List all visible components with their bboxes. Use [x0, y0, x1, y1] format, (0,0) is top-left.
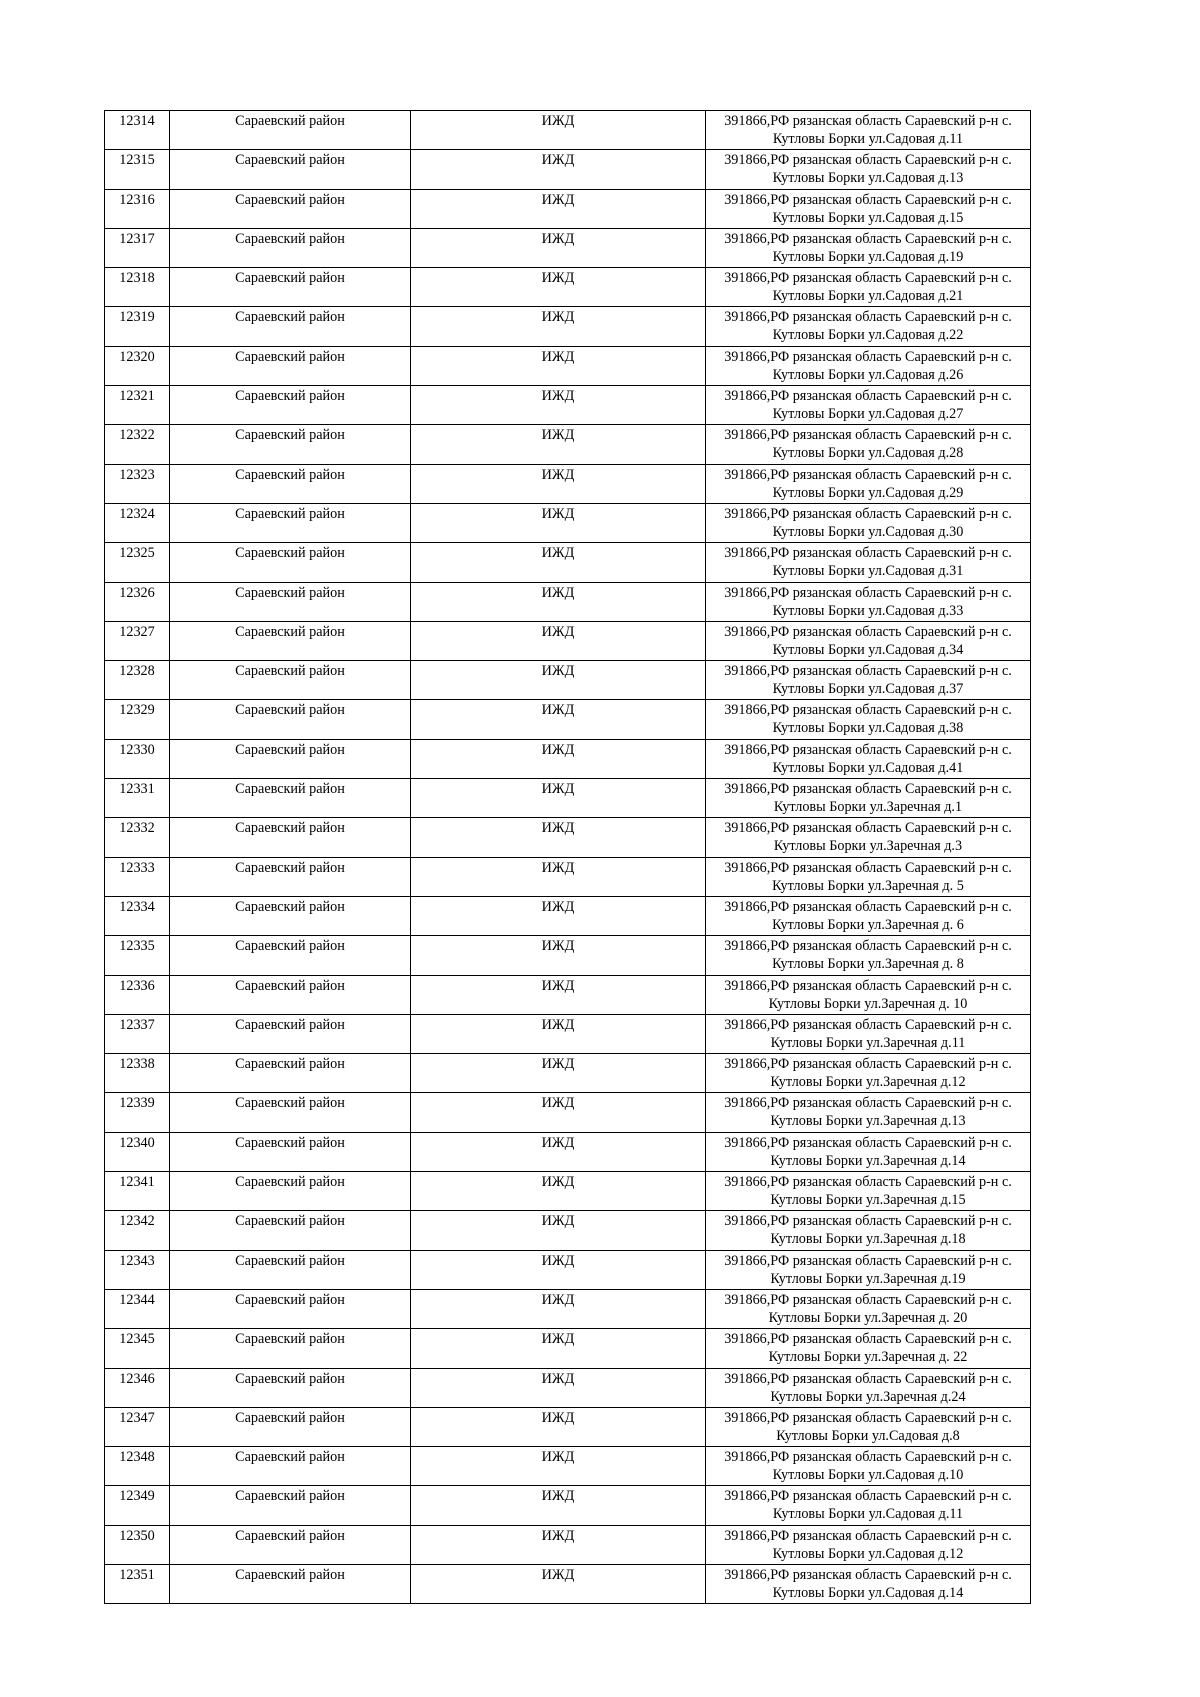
object-type-cell: ИЖД	[411, 503, 706, 542]
address-line-2: Кутловы Борки ул.Садовая д.29	[772, 484, 964, 501]
district-cell: Сараевский район	[170, 189, 411, 228]
record-number-cell: 12343	[105, 1250, 170, 1289]
object-type-cell: ИЖД	[411, 464, 706, 503]
object-type-cell: ИЖД	[411, 936, 706, 975]
address-line-2: Кутловы Борки ул.Заречная д.18	[770, 1231, 966, 1248]
record-number-cell: 12329	[105, 700, 170, 739]
address-line-1: 391866,РФ рязанская область Сараевский р-н с.	[724, 938, 1012, 955]
table-row	[105, 936, 1031, 975]
address-line-2: Кутловы Борки ул.Садовая д.33	[772, 602, 964, 619]
address-cell	[706, 739, 1031, 778]
address-cell	[706, 1250, 1031, 1289]
table-row	[105, 1407, 1031, 1446]
address-line-1: 391866,РФ рязанская область Сараевский р-н с.	[724, 898, 1012, 915]
address-line-1: 391866,РФ рязанская область Сараевский р-н с.	[724, 663, 1012, 680]
address-line-1: 391866,РФ рязанская область Сараевский р-н с.	[724, 1056, 1012, 1073]
record-number-cell: 12319	[105, 307, 170, 346]
record-number-cell: 12338	[105, 1054, 170, 1093]
table-row	[105, 464, 1031, 503]
address-cell	[706, 1407, 1031, 1446]
object-type-cell: ИЖД	[411, 621, 706, 660]
address-line-1: 391866,РФ рязанская область Сараевский р-н с.	[724, 270, 1012, 287]
address-line-2: Кутловы Борки ул.Заречная д.24	[770, 1388, 966, 1405]
table-row	[105, 1093, 1031, 1132]
address-line-1: 391866,РФ рязанская область Сараевский р-н с.	[724, 702, 1012, 719]
district-cell: Сараевский район	[170, 1250, 411, 1289]
district-cell: Сараевский район	[170, 582, 411, 621]
address-line-1: 391866,РФ рязанская область Сараевский р-н с.	[724, 1134, 1012, 1151]
address-line-2: Кутловы Борки ул.Садовая д.38	[772, 720, 964, 737]
table-row	[105, 621, 1031, 660]
address-cell	[706, 150, 1031, 189]
table-row	[105, 700, 1031, 739]
district-cell: Сараевский район	[170, 228, 411, 267]
address-line-2: Кутловы Борки ул.Садовая д.34	[772, 641, 964, 658]
table-row	[105, 1250, 1031, 1289]
table-row	[105, 386, 1031, 425]
address-cell	[706, 1564, 1031, 1603]
district-cell: Сараевский район	[170, 425, 411, 464]
address-line-1: 391866,РФ рязанская область Сараевский р-н с.	[724, 1291, 1012, 1308]
table-row	[105, 1486, 1031, 1525]
address-line-1: 391866,РФ рязанская область Сараевский р-н с.	[724, 1213, 1012, 1230]
address-line-2: Кутловы Борки ул.Заречная д. 20	[768, 1309, 968, 1326]
address-cell	[706, 1486, 1031, 1525]
object-type-cell: ИЖД	[411, 1564, 706, 1603]
record-number-cell: 12350	[105, 1525, 170, 1564]
address-cell	[706, 582, 1031, 621]
record-number-cell: 12335	[105, 936, 170, 975]
address-cell	[706, 307, 1031, 346]
table-row	[105, 661, 1031, 700]
address-cell	[706, 189, 1031, 228]
object-type-cell: ИЖД	[411, 1172, 706, 1211]
table-row	[105, 1054, 1031, 1093]
object-type-cell: ИЖД	[411, 661, 706, 700]
record-number-cell: 12344	[105, 1289, 170, 1328]
address-line-1: 391866,РФ рязанская область Сараевский р-н с.	[724, 820, 1012, 837]
address-cell	[706, 1329, 1031, 1368]
address-line-2: Кутловы Борки ул.Заречная д.13	[770, 1113, 966, 1130]
table-row	[105, 1014, 1031, 1053]
address-line-1: 391866,РФ рязанская область Сараевский р-н с.	[724, 1016, 1012, 1033]
table-row	[105, 818, 1031, 857]
table-row	[105, 1132, 1031, 1171]
address-cell	[706, 975, 1031, 1014]
district-cell: Сараевский район	[170, 896, 411, 935]
object-type-cell: ИЖД	[411, 1014, 706, 1053]
address-cell	[706, 503, 1031, 542]
district-cell: Сараевский район	[170, 739, 411, 778]
table-row	[105, 739, 1031, 778]
record-number-cell: 12314	[105, 111, 170, 150]
district-cell: Сараевский район	[170, 975, 411, 1014]
address-line-1: 391866,РФ рязанская область Сараевский р-н с.	[724, 584, 1012, 601]
address-line-2: Кутловы Борки ул.Садовая д.11	[772, 131, 964, 147]
object-type-cell: ИЖД	[411, 1407, 706, 1446]
table-row	[105, 1172, 1031, 1211]
record-number-cell: 12349	[105, 1486, 170, 1525]
registry-table-body	[105, 111, 1031, 1604]
address-cell	[706, 818, 1031, 857]
address-line-2: Кутловы Борки ул.Садовая д.26	[772, 366, 964, 383]
address-line-2: Кутловы Борки ул.Садовая д.15	[772, 209, 964, 226]
address-line-2: Кутловы Борки ул.Заречная д.11	[770, 1034, 966, 1051]
address-line-2: Кутловы Борки ул.Садовая д.13	[772, 170, 964, 187]
district-cell: Сараевский район	[170, 1564, 411, 1603]
address-cell	[706, 111, 1031, 150]
record-number-cell: 12328	[105, 661, 170, 700]
object-type-cell: ИЖД	[411, 1211, 706, 1250]
district-cell: Сараевский район	[170, 936, 411, 975]
table-row	[105, 150, 1031, 189]
record-number-cell: 12334	[105, 896, 170, 935]
object-type-cell: ИЖД	[411, 425, 706, 464]
address-line-2: Кутловы Борки ул.Заречная д.12	[770, 1074, 966, 1091]
address-cell	[706, 896, 1031, 935]
object-type-cell: ИЖД	[411, 543, 706, 582]
object-type-cell: ИЖД	[411, 386, 706, 425]
address-line-2: Кутловы Борки ул.Садовая д.19	[772, 248, 964, 265]
table-row	[105, 1525, 1031, 1564]
record-number-cell: 12345	[105, 1329, 170, 1368]
address-cell	[706, 1132, 1031, 1171]
object-type-cell: ИЖД	[411, 111, 706, 150]
table-row	[105, 582, 1031, 621]
address-line-1: 391866,РФ рязанская область Сараевский р-н с.	[724, 859, 1012, 876]
record-number-cell: 12339	[105, 1093, 170, 1132]
address-cell	[706, 621, 1031, 660]
record-number-cell: 12315	[105, 150, 170, 189]
object-type-cell: ИЖД	[411, 1132, 706, 1171]
address-line-1: 391866,РФ рязанская область Сараевский р-н с.	[724, 781, 1012, 798]
address-cell	[706, 464, 1031, 503]
registry-table	[104, 110, 1031, 1604]
district-cell: Сараевский район	[170, 779, 411, 818]
address-line-1: 391866,РФ рязанская область Сараевский р-н с.	[724, 309, 1012, 326]
object-type-cell: ИЖД	[411, 189, 706, 228]
address-line-2: Кутловы Борки ул.Садовая д.31	[772, 563, 964, 580]
address-cell	[706, 1447, 1031, 1486]
district-cell: Сараевский район	[170, 386, 411, 425]
record-number-cell: 12333	[105, 857, 170, 896]
record-number-cell: 12348	[105, 1447, 170, 1486]
address-line-1: 391866,РФ рязанская область Сараевский р-н с.	[724, 427, 1012, 444]
record-number-cell: 12340	[105, 1132, 170, 1171]
address-line-2: Кутловы Борки ул.Заречная д. 8	[772, 956, 964, 973]
address-line-1: 391866,РФ рязанская область Сараевский р-н с.	[724, 1409, 1012, 1426]
record-number-cell: 12316	[105, 189, 170, 228]
object-type-cell: ИЖД	[411, 857, 706, 896]
address-line-2: Кутловы Борки ул.Садовая д.8	[776, 1427, 960, 1444]
district-cell: Сараевский район	[170, 818, 411, 857]
object-type-cell: ИЖД	[411, 346, 706, 385]
record-number-cell: 12331	[105, 779, 170, 818]
table-row	[105, 228, 1031, 267]
object-type-cell: ИЖД	[411, 779, 706, 818]
object-type-cell: ИЖД	[411, 975, 706, 1014]
district-cell: Сараевский район	[170, 1172, 411, 1211]
table-row	[105, 425, 1031, 464]
address-line-1: 391866,РФ рязанская область Сараевский р-н с.	[724, 1527, 1012, 1544]
record-number-cell: 12332	[105, 818, 170, 857]
address-line-1: 391866,РФ рязанская область Сараевский р-н с.	[724, 1095, 1012, 1112]
table-row	[105, 346, 1031, 385]
district-cell: Сараевский район	[170, 111, 411, 150]
district-cell: Сараевский район	[170, 1093, 411, 1132]
address-line-2: Кутловы Борки ул.Заречная д. 5	[772, 877, 964, 894]
district-cell: Сараевский район	[170, 661, 411, 700]
table-row	[105, 1368, 1031, 1407]
record-number-cell: 12330	[105, 739, 170, 778]
district-cell: Сараевский район	[170, 307, 411, 346]
object-type-cell: ИЖД	[411, 1093, 706, 1132]
record-number-cell: 12325	[105, 543, 170, 582]
record-number-cell: 12317	[105, 228, 170, 267]
address-cell	[706, 1211, 1031, 1250]
address-line-1: 391866,РФ рязанская область Сараевский р-н с.	[724, 1370, 1012, 1387]
address-line-1: 391866,РФ рязанская область Сараевский р-н с.	[724, 1449, 1012, 1466]
address-cell	[706, 346, 1031, 385]
record-number-cell: 12322	[105, 425, 170, 464]
address-line-2: Кутловы Борки ул.Садовая д.41	[772, 759, 964, 776]
district-cell: Сараевский район	[170, 1132, 411, 1171]
record-number-cell: 12318	[105, 268, 170, 307]
table-row	[105, 111, 1031, 150]
object-type-cell: ИЖД	[411, 268, 706, 307]
object-type-cell: ИЖД	[411, 228, 706, 267]
object-type-cell: ИЖД	[411, 1525, 706, 1564]
district-cell: Сараевский район	[170, 346, 411, 385]
table-row	[105, 1289, 1031, 1328]
object-type-cell: ИЖД	[411, 1447, 706, 1486]
address-line-2: Кутловы Борки ул.Заречная д. 10	[768, 995, 968, 1012]
record-number-cell: 12351	[105, 1564, 170, 1603]
table-row	[105, 975, 1031, 1014]
record-number-cell: 12336	[105, 975, 170, 1014]
object-type-cell: ИЖД	[411, 582, 706, 621]
district-cell: Сараевский район	[170, 1368, 411, 1407]
table-row	[105, 857, 1031, 896]
address-cell	[706, 228, 1031, 267]
address-cell	[706, 386, 1031, 425]
address-line-1: 391866,РФ рязанская область Сараевский р-н с.	[724, 545, 1012, 562]
district-cell: Сараевский район	[170, 1407, 411, 1446]
object-type-cell: ИЖД	[411, 1289, 706, 1328]
address-line-1: 391866,РФ рязанская область Сараевский р-н с.	[724, 191, 1012, 208]
object-type-cell: ИЖД	[411, 1368, 706, 1407]
object-type-cell: ИЖД	[411, 307, 706, 346]
address-cell	[706, 1054, 1031, 1093]
district-cell: Сараевский район	[170, 1014, 411, 1053]
district-cell: Сараевский район	[170, 621, 411, 660]
object-type-cell: ИЖД	[411, 896, 706, 935]
address-cell	[706, 425, 1031, 464]
address-line-1: 391866,РФ рязанская область Сараевский р-н с.	[724, 1252, 1012, 1269]
address-cell	[706, 1289, 1031, 1328]
address-line-2: Кутловы Борки ул.Садовая д.14	[772, 1584, 964, 1601]
address-cell	[706, 661, 1031, 700]
address-line-1: 391866,РФ рязанская область Сараевский р-н с.	[724, 348, 1012, 365]
address-line-1: 391866,РФ рязанская область Сараевский р-н с.	[724, 505, 1012, 522]
address-line-2: Кутловы Борки ул.Заречная д.14	[770, 1152, 966, 1169]
object-type-cell: ИЖД	[411, 1486, 706, 1525]
district-cell: Сараевский район	[170, 1447, 411, 1486]
district-cell: Сараевский район	[170, 150, 411, 189]
address-cell	[706, 1014, 1031, 1053]
address-line-1: 391866,РФ рязанская область Сараевский р-н с.	[724, 152, 1012, 169]
address-line-2: Кутловы Борки ул.Садовая д.11	[772, 1506, 964, 1523]
address-line-2: Кутловы Борки ул.Заречная д.15	[770, 1192, 966, 1209]
table-row	[105, 1564, 1031, 1603]
address-line-1: 391866,РФ рязанская область Сараевский р-н с.	[724, 1174, 1012, 1191]
district-cell: Сараевский район	[170, 1486, 411, 1525]
address-line-1: 391866,РФ рязанская область Сараевский р-н с.	[724, 1331, 1012, 1348]
record-number-cell: 12320	[105, 346, 170, 385]
address-line-2: Кутловы Борки ул.Садовая д.22	[772, 327, 964, 344]
table-row	[105, 896, 1031, 935]
record-number-cell: 12347	[105, 1407, 170, 1446]
district-cell: Сараевский район	[170, 268, 411, 307]
address-cell	[706, 1172, 1031, 1211]
district-cell: Сараевский район	[170, 700, 411, 739]
object-type-cell: ИЖД	[411, 818, 706, 857]
address-line-1: 391866,РФ рязанская область Сараевский р-н с.	[724, 977, 1012, 994]
address-line-1: 391866,РФ рязанская область Сараевский р-н с.	[724, 230, 1012, 247]
table-row	[105, 268, 1031, 307]
object-type-cell: ИЖД	[411, 1054, 706, 1093]
address-line-2: Кутловы Борки ул.Садовая д.30	[772, 523, 964, 540]
object-type-cell: ИЖД	[411, 150, 706, 189]
address-cell	[706, 779, 1031, 818]
record-number-cell: 12337	[105, 1014, 170, 1053]
record-number-cell: 12327	[105, 621, 170, 660]
address-cell	[706, 700, 1031, 739]
address-line-2: Кутловы Борки ул.Садовая д.28	[772, 445, 964, 462]
address-line-2: Кутловы Борки ул.Садовая д.27	[772, 406, 964, 423]
address-line-1: 391866,РФ рязанская область Сараевский р-н с.	[724, 623, 1012, 640]
address-line-1: 391866,РФ рязанская область Сараевский р-н с.	[724, 1488, 1012, 1505]
address-line-1: 391866,РФ рязанская область Сараевский р-н с.	[724, 113, 1012, 129]
address-line-1: 391866,РФ рязанская область Сараевский р-н с.	[724, 466, 1012, 483]
address-cell	[706, 936, 1031, 975]
record-number-cell: 12323	[105, 464, 170, 503]
object-type-cell: ИЖД	[411, 1329, 706, 1368]
address-line-2: Кутловы Борки ул.Садовая д.21	[772, 288, 964, 305]
address-line-2: Кутловы Борки ул.Заречная д.1	[773, 799, 963, 816]
district-cell: Сараевский район	[170, 857, 411, 896]
address-line-2: Кутловы Борки ул.Заречная д.19	[770, 1270, 966, 1287]
table-row	[105, 1211, 1031, 1250]
address-cell	[706, 1525, 1031, 1564]
district-cell: Сараевский район	[170, 1211, 411, 1250]
address-line-2: Кутловы Борки ул.Садовая д.37	[772, 681, 964, 698]
object-type-cell: ИЖД	[411, 739, 706, 778]
address-cell	[706, 268, 1031, 307]
address-line-2: Кутловы Борки ул.Садовая д.12	[772, 1545, 964, 1562]
address-line-2: Кутловы Борки ул.Заречная д. 6	[772, 916, 964, 933]
district-cell: Сараевский район	[170, 464, 411, 503]
address-line-1: 391866,РФ рязанская область Сараевский р-н с.	[724, 741, 1012, 758]
object-type-cell: ИЖД	[411, 700, 706, 739]
district-cell: Сараевский район	[170, 1525, 411, 1564]
table-row	[105, 779, 1031, 818]
address-cell	[706, 1093, 1031, 1132]
record-number-cell: 12324	[105, 503, 170, 542]
record-number-cell: 12321	[105, 386, 170, 425]
address-line-2: Кутловы Борки ул.Заречная д.3	[773, 838, 963, 855]
table-row	[105, 189, 1031, 228]
address-cell	[706, 857, 1031, 896]
address-cell	[706, 543, 1031, 582]
district-cell: Сараевский район	[170, 1289, 411, 1328]
table-row	[105, 1329, 1031, 1368]
address-line-1: 391866,РФ рязанская область Сараевский р-н с.	[724, 388, 1012, 405]
table-row	[105, 307, 1031, 346]
address-cell	[706, 1368, 1031, 1407]
address-line-1: 391866,РФ рязанская область Сараевский р-н с.	[724, 1566, 1012, 1583]
record-number-cell: 12326	[105, 582, 170, 621]
object-type-cell: ИЖД	[411, 1250, 706, 1289]
district-cell: Сараевский район	[170, 1054, 411, 1093]
table-row	[105, 503, 1031, 542]
district-cell: Сараевский район	[170, 543, 411, 582]
record-number-cell: 12346	[105, 1368, 170, 1407]
record-number-cell: 12342	[105, 1211, 170, 1250]
record-number-cell: 12341	[105, 1172, 170, 1211]
address-line-2: Кутловы Борки ул.Заречная д. 22	[768, 1349, 968, 1366]
table-row	[105, 543, 1031, 582]
table-row	[105, 1447, 1031, 1486]
district-cell: Сараевский район	[170, 1329, 411, 1368]
address-line-2: Кутловы Борки ул.Садовая д.10	[772, 1467, 964, 1484]
district-cell: Сараевский район	[170, 503, 411, 542]
